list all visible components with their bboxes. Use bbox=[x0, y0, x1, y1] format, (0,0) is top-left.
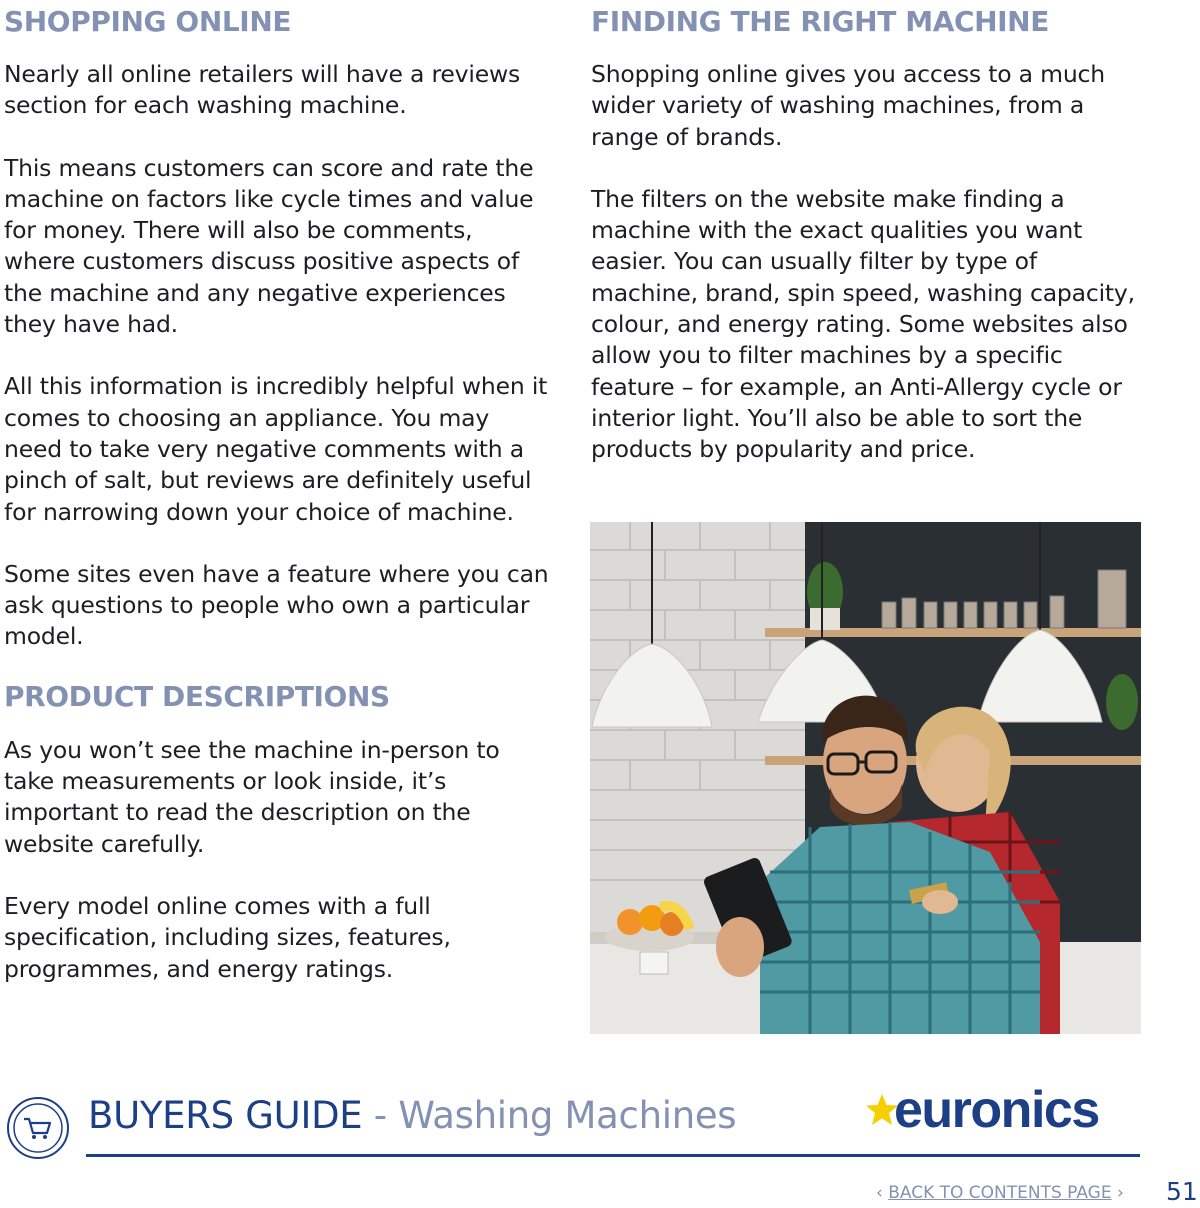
heading-product-descriptions: PRODUCT DESCRIPTIONS bbox=[4, 679, 390, 713]
paragraph-scores: This means customers can score and rate the machine on factors like cycle times and value for money. There will also be comments, where customers discuss positive aspects of the machine and any negative experiences they have had. bbox=[4, 153, 534, 339]
heading-shopping-online: SHOPPING ONLINE bbox=[4, 5, 292, 38]
back-to-contents-link[interactable] bbox=[876, 1181, 1124, 1205]
title-separator: - bbox=[362, 1094, 399, 1137]
page-number: 51 bbox=[1166, 1177, 1198, 1206]
paragraph-descriptions: As you won’t see the machine in-person to take measurements or look inside, it’s important to read the description on the website carefully. bbox=[4, 735, 500, 858]
euronics-logo bbox=[864, 1082, 1114, 1142]
paragraph-specification: Every model online comes with a full specification, including sizes, features, programmes, and energy ratings. bbox=[4, 891, 451, 983]
shopping-cart-icon bbox=[6, 1092, 70, 1162]
guide-title: BUYERS GUIDE bbox=[88, 1094, 363, 1137]
paragraph-questions: Some sites even have a feature where you can ask questions to people who own a particular model. bbox=[4, 559, 549, 651]
paragraph-variety: Shopping online gives you access to a much wider variety of washing machines, from a range of brands. bbox=[591, 60, 1105, 151]
footer-divider bbox=[86, 1154, 1140, 1157]
paragraph-reviews: Nearly all online retailers will have a reviews section for each washing machine. bbox=[4, 60, 521, 120]
couple-shopping-photo bbox=[590, 522, 1141, 1034]
guide-subtitle: Washing Machines bbox=[398, 1094, 737, 1137]
left-column bbox=[4, 0, 549, 985]
chevron-right-icon: › bbox=[1111, 1183, 1124, 1203]
paragraph-information: All this information is incredibly helpful when it comes to choosing an appliance. You may need to take very negative comments with a pinch of salt, but reviews are definitely useful for narrowing down your choice of machine. bbox=[4, 372, 548, 526]
footer-title bbox=[88, 1090, 736, 1142]
chevron-left-icon: ‹ bbox=[876, 1183, 889, 1203]
heading-finding-machine: FINDING THE RIGHT MACHINE bbox=[591, 5, 1049, 38]
brand-wordmark: euronics bbox=[894, 1081, 1099, 1139]
right-column bbox=[591, 0, 1151, 466]
back-to-contents-label: BACK TO CONTENTS PAGE bbox=[888, 1183, 1112, 1203]
paragraph-filters: The filters on the website make finding a machine with the exact qualities you want easier. You can usually filter by type of machine, brand, spin speed, washing capacity, colour, and energy rating. Some websites also allow you to filter machines by a specific feature – for example, an Anti-Allergy cycle or interior light. You’ll also be able to sort the products by popularity and price. bbox=[591, 184, 1135, 464]
